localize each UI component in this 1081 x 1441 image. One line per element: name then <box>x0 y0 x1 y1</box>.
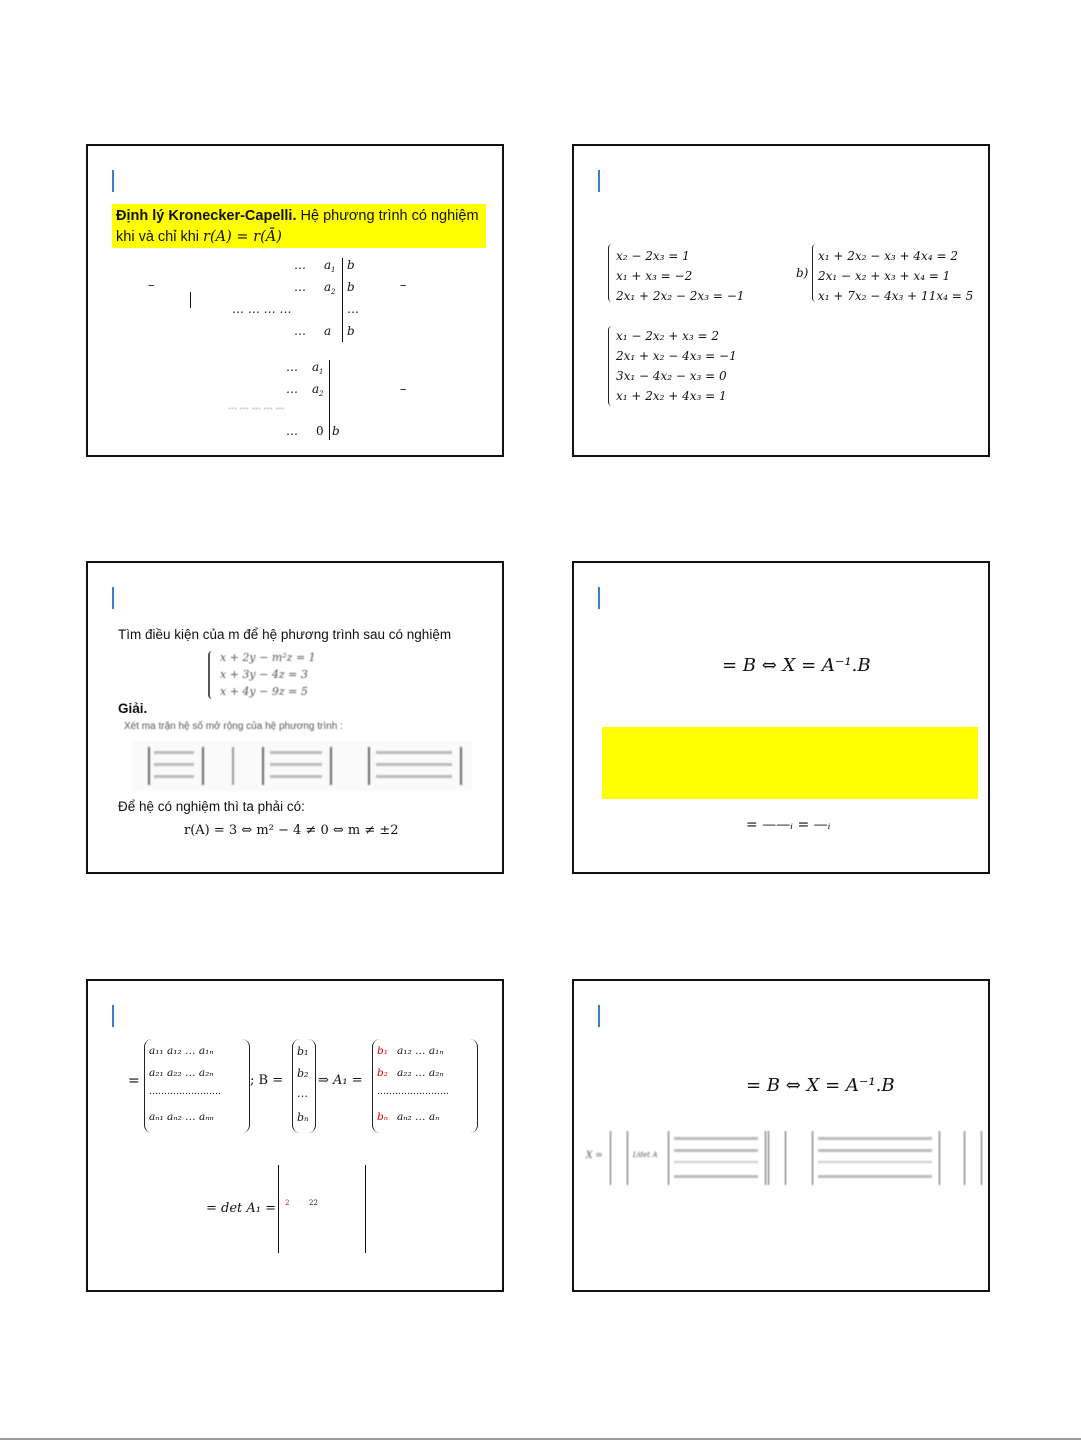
system-c-eq3: 3x₁ − 4x₂ − x₃ = 0 <box>616 369 727 383</box>
matrix-a-row: a₂₁ a₂₂ … a₂ₙ <box>149 1067 214 1079</box>
slide-accent-bar <box>598 1005 600 1027</box>
det-red-entry: 2 <box>285 1199 290 1207</box>
exercise-prompt: Tìm điều kiện của m để hệ phương trình sau có nghiệm <box>118 627 452 642</box>
system-c <box>616 326 737 406</box>
conclusion-text: Để hệ có nghiệm thì ta phải có: <box>118 799 305 814</box>
matrix-a <box>144 1039 250 1133</box>
slide-2 <box>572 144 990 457</box>
system-a-eq3: 2x₁ + 2x₂ − 2x₃ = −1 <box>616 289 745 303</box>
slide-accent-bar <box>112 1005 114 1027</box>
solution-label: Giải. <box>118 701 148 716</box>
det-left-bar <box>278 1165 279 1253</box>
param-eq2: x + 3y − 4z = 3 <box>220 668 308 681</box>
matrix-equation: = B ⇔ X = A⁻¹.B <box>722 655 871 676</box>
implies-a1: ⇒ A₁ = <box>318 1073 363 1088</box>
augmented-matrix-2: … a 1 … a 2 … … … … … … 0 b <box>228 360 340 438</box>
matrix-b: b₁ b₂ … bₙ <box>292 1039 316 1133</box>
eq-a: = <box>128 1073 140 1089</box>
system-a <box>616 246 744 306</box>
slide-accent-bar <box>598 587 600 609</box>
det-right-bar <box>365 1165 366 1253</box>
augment-line-2 <box>329 360 330 440</box>
det-entry: 22 <box>309 1199 318 1207</box>
param-eq1: x + 2y − m²z = 1 <box>220 651 316 664</box>
minus-right: – <box>400 278 407 293</box>
semicolon-b: ; B = <box>250 1073 284 1088</box>
minus-right-2: – <box>400 382 407 397</box>
label-b: b) <box>796 266 809 280</box>
row-reduction-image <box>132 741 472 791</box>
det-a1: = det A₁ = <box>206 1201 277 1216</box>
augmented-matrix-1: … a 1 b … a 2 b … … … … … … a b <box>228 256 378 346</box>
brace-c <box>608 326 615 406</box>
minus-left: – <box>148 278 155 293</box>
inverse-expansion-image: X = 1/det A <box>586 1127 984 1189</box>
theorem-box <box>112 204 486 248</box>
matrix-a-row: …………………… <box>149 1087 221 1097</box>
theorem-math: r(A) = r(Ā) <box>203 229 282 245</box>
system-c-eq1: x₁ − 2x₂ + x₃ = 2 <box>616 329 720 343</box>
system-a-eq2: x₁ + x₃ = −2 <box>616 269 693 283</box>
solution-note: Xét ma trận hệ số mở rộng của hệ phương trình : <box>124 721 343 732</box>
system-b-eq1: x₁ + 2x₂ − x₃ + 4x₄ = 2 <box>818 249 958 263</box>
brace-system <box>208 651 216 699</box>
matrix-a1: b₁ b₂ bₙ a₁₂ … a₁ₙ a₂₂ … a₂ₙ …………………… aₙ₂ … aₙ <box>372 1039 478 1133</box>
param-eq3: x + 4y − 9z = 5 <box>220 685 308 698</box>
slide-3 <box>86 561 504 874</box>
highlight-box <box>602 727 978 799</box>
page-bottom-rule <box>0 1438 1081 1440</box>
slide-5 <box>86 979 504 1292</box>
system-c-eq4: x₁ + 2x₂ + 4x₃ = 1 <box>616 389 727 403</box>
cramer-fraction: = ——ᵢ = —ᵢ <box>746 817 831 833</box>
slide-accent-bar <box>112 170 114 192</box>
augment-line-1 <box>342 258 343 342</box>
final-condition: r(A) = 3 ⇔ m² − 4 ≠ 0 ⇔ m ≠ ±2 <box>184 823 399 838</box>
system-a-eq1: x₂ − 2x₃ = 1 <box>616 249 690 263</box>
slide-accent-bar <box>598 170 600 192</box>
theorem-line2: khi và chỉ khi <box>116 229 204 245</box>
parametric-system <box>220 649 316 700</box>
system-b-eq3: x₁ + 7x₂ − 4x₃ + 11x₄ = 5 <box>818 289 974 303</box>
theorem-title: Định lý Kronecker-Capelli. <box>116 208 297 224</box>
brace-a <box>608 244 615 302</box>
system-b <box>818 246 973 306</box>
slide-6 <box>572 979 990 1292</box>
matrix-a-row: a₁₁ a₁₂ … a₁ₙ <box>149 1045 214 1057</box>
slide-1 <box>86 144 504 457</box>
system-c-eq2: 2x₁ + x₂ − 4x₃ = −1 <box>616 349 737 363</box>
system-b-eq2: 2x₁ − x₂ + x₃ + x₄ = 1 <box>818 269 951 283</box>
matrix-equation: = B ⇔ X = A⁻¹.B <box>746 1075 895 1096</box>
bar-left <box>190 292 191 308</box>
slide-accent-bar <box>112 587 114 609</box>
slide-4 <box>572 561 990 874</box>
matrix-a-row: aₙ₁ aₙ₂ … aₙₙ <box>149 1111 214 1123</box>
theorem-text: Hệ phương trình có nghiệm <box>296 208 479 224</box>
